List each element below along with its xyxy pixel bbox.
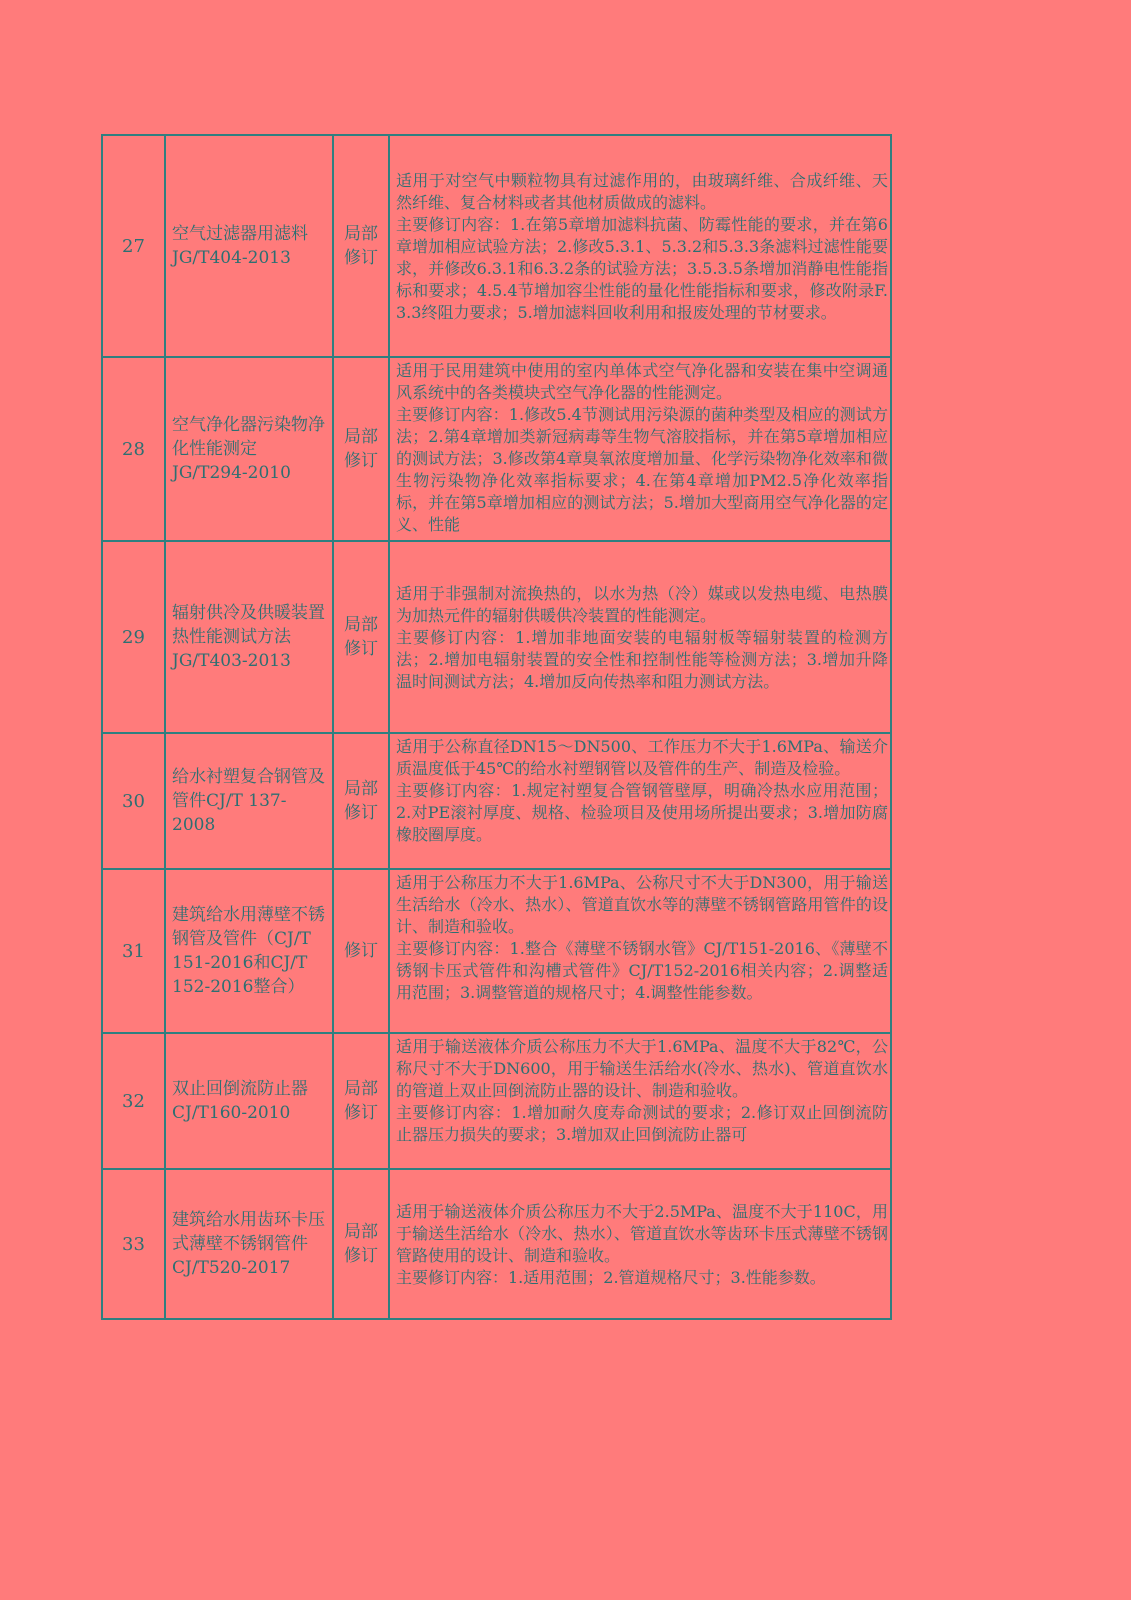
standard-description: 适用于民用建筑中使用的室内单体式空气净化器和安装在集中空调通风系统中的各类模块式空气净化器的性能测定。 主要修订内容：1.修改5.4节测试用污染源的菌种类型及相应的测试方法；2.第4章增加类新冠病毒等生物气溶胶指标，并在第5章增加相应的测试方法；3.修改第4章臭氧浓度增加量、化学污染物净化效率和微生物污染物净化效率指标要求；4.在第4章增加PM2.5净化效率指标，并在第5章增加相应的测试方法；5.增加大型商用空气净化器的定义、性能 xyxy=(396,361,888,534)
row-number: 32 xyxy=(103,1034,166,1168)
table-row xyxy=(101,134,892,358)
standard-name: 建筑给水用薄壁不锈钢管及管件（CJ/T 151-2016和CJ/T 152-2016整合） xyxy=(166,870,334,1032)
standard-description: 适用于公称压力不大于1.6MPa、公称尺寸不大于DN300，用于输送生活给水（冷水、热水）、管道直饮水等的薄壁不锈钢管路用管件的设计、制造和验收。 主要修订内容：1.整合《薄壁不锈钢水管》CJ/T151-2016、《薄壁不锈钢卡压式管件和沟槽式管件》CJ/T152-2016相关内容；2.调整适用范围；3.调整管道的规格尺寸；4.调整性能参数。 xyxy=(396,873,888,1002)
standard-description: 适用于公称直径DN15～DN500、工作压力不大于1.6MPa、输送介质温度低于45℃的给水衬塑钢管以及管件的生产、制造及检验。 主要修订内容：1.规定衬塑复合管钢管壁厚，明确冷热水应用范围；2.对PE滚衬厚度、规格、检验项目及使用场所提出要求；3.增加防腐橡胶圈厚度。 xyxy=(396,737,888,844)
standard-description: 适用于输送液体介质公称压力不大于1.6MPa、温度不大于82℃，公称尺寸不大于DN600，用于输送生活给水(冷水、热水)、管道直饮水的管道上双止回倒流防止器的设计、制造和验收。 主要修订内容：1.增加耐久度寿命测试的要求；2.修订双止回倒流防止器压力损失的要求；3.增加双止回倒流防止器可 xyxy=(396,1037,888,1144)
row-number: 30 xyxy=(103,734,166,868)
standards-table xyxy=(101,134,892,1345)
table-row xyxy=(101,356,892,542)
standard-name: 空气净化器污染物净化性能测定JG/T294-2010 xyxy=(166,358,334,540)
table-row xyxy=(101,1032,892,1170)
revision-type: 局部修订 xyxy=(334,1170,390,1318)
standard-description: 适用于对空气中颗粒物具有过滤作用的，由玻璃纤维、合成纤维、天然纤维、复合材料或者其他材质做成的滤料。 主要修订内容：1.在第5章增加滤料抗菌、防霉性能的要求，并在第6章增加相应试验方法；2.修改5.3.1、5.3.2和5.3.3条滤料过滤性能要求，并修改6.3.1和6.3.2条的试验方法；3.5.3.5条增加消静电性能指标和要求；4.5.4节增加容尘性能的量化性能指标和要求，修改附录F.3.3终阻力要求；5.增加滤料回收利用和报废处理的节材要求。 xyxy=(396,171,888,322)
revision-type: 局部修订 xyxy=(334,1034,390,1168)
row-number: 29 xyxy=(103,542,166,732)
standard-name: 给水衬塑复合钢管及管件CJ/T 137-2008 xyxy=(166,734,334,868)
standard-name: 空气过滤器用滤料JG/T404-2013 xyxy=(166,136,334,356)
standard-description: 适用于输送液体介质公称压力不大于2.5MPa、温度不大于110C，用于输送生活给水（冷水、热水）、管道直饮水等齿环卡压式薄壁不锈钢管路使用的设计、制造和验收。 主要修订内容：1.适用范围；2.管道规格尺寸；3.性能参数。 xyxy=(396,1202,888,1287)
revision-type: 局部修订 xyxy=(334,734,390,868)
row-number: 27 xyxy=(103,136,166,356)
revision-type: 修订 xyxy=(334,870,390,1032)
revision-type: 局部修订 xyxy=(334,358,390,540)
revision-type: 局部修订 xyxy=(334,542,390,732)
standard-description: 适用于非强制对流换热的，以水为热（冷）媒或以发热电缆、电热膜为加热元件的辐射供暖供冷装置的性能测定。 主要修订内容：1.增加非地面安装的电辐射板等辐射装置的检测方法；2.增加电辐射装置的安全性和控制性能等检测方法；3.增加升降温时间测试方法；4.增加反向传热率和阻力测试方法。 xyxy=(396,584,888,691)
standard-name: 双止回倒流防止器CJ/T160-2010 xyxy=(166,1034,334,1168)
table-row xyxy=(101,732,892,870)
table-row xyxy=(101,868,892,1034)
standard-name: 辐射供冷及供暖装置热性能测试方法JG/T403-2013 xyxy=(166,542,334,732)
table-row xyxy=(101,540,892,734)
row-number: 33 xyxy=(103,1170,166,1318)
standard-name: 建筑给水用齿环卡压式薄壁不锈钢管件CJ/T520-2017 xyxy=(166,1170,334,1318)
revision-type: 局部修订 xyxy=(334,136,390,356)
row-number: 31 xyxy=(103,870,166,1032)
table-row xyxy=(101,1168,892,1320)
row-number: 28 xyxy=(103,358,166,540)
